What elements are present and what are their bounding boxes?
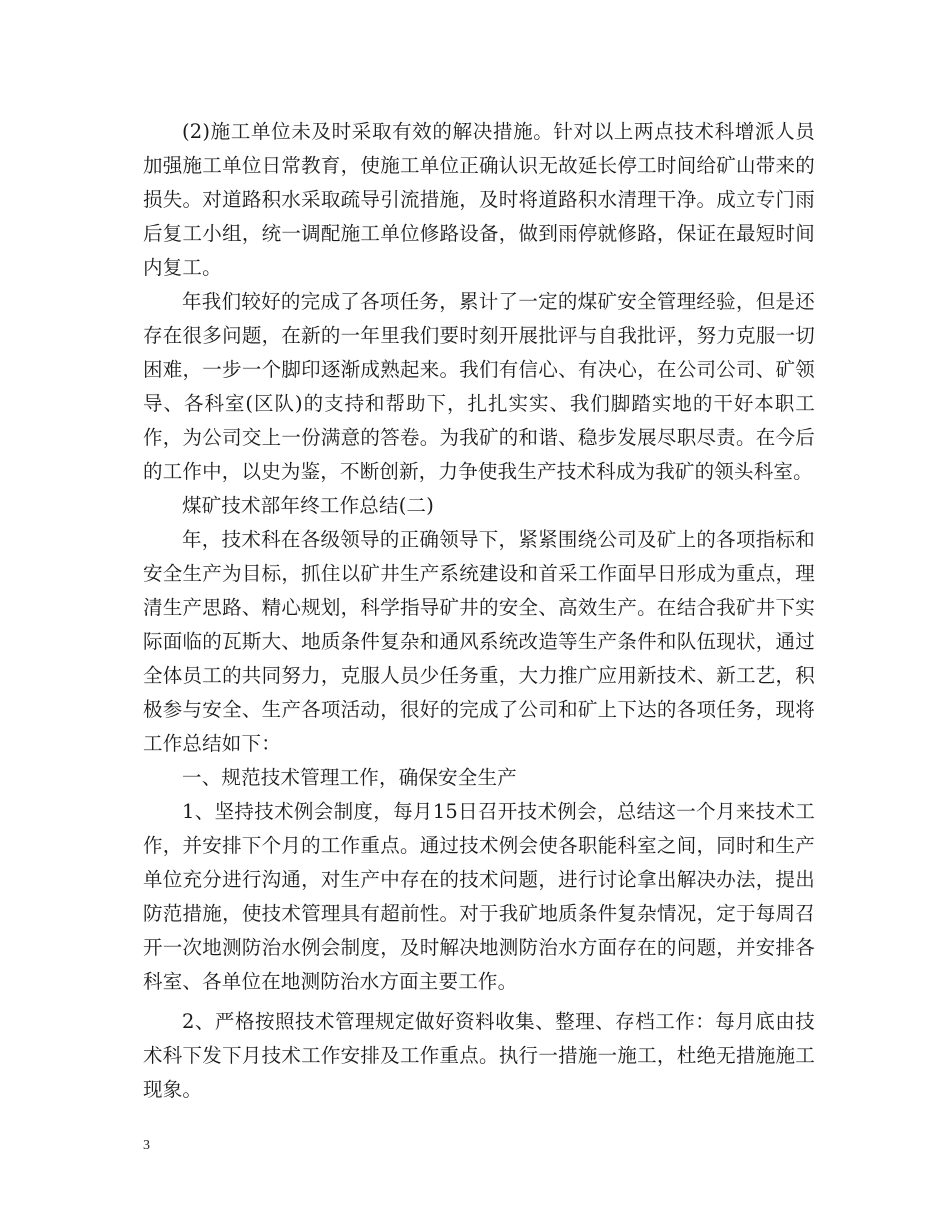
paragraph-intro-two: 年，技术科在各级领导的正确领导下，紧紧围绕公司及矿上的各项指标和安全生产为目标，抓住以矿井生产系统建设和首采工作面早日形成为重点，理清生产思路、精心规划，科学指导矿井的安全、高效生产。在结合我矿井下实际面临的瓦斯大、地质条件复杂和通风系统改造等生产条件和队伍现状，通过全体员工的共同努力，克服人员少任务重，大力推广应用新技术、新工艺，积极参与安全、生产各项活动，很好的完成了公司和矿上下达的各项任务，现将工作总结如下： <box>143 528 815 755</box>
paragraph-item-1: 1、坚持技术例会制度，每月15日召开技术例会，总结这一个月来技术工作，并安排下个月的工作重点。通过技术例会使各职能科室之间，同时和生产单位充分进行沟通，对生产中存在的技术问题，进行讨论拿出解决办法，提出防范措施，使技术管理具有超前性。对于我矿地质条件复杂情况，定于每周召开一次地测防治水例会制度，及时解决地测防治水方面存在的问题，并安排各科室、各单位在地测防治水方面主要工作。 <box>143 800 815 993</box>
paragraph-year-summary: 年我们较好的完成了各项任务，累计了一定的煤矿安全管理经验，但是还存在很多问题，在新的一年里我们要时刻开展批评与自我批评，努力克服一切困难，一步一个脚印逐渐成熟起来。我们有信心、有决心，在公司公司、矿领导、各科室(区队)的支持和帮助下，扎扎实实、我们脚踏实地的干好本职工作，为公司交上一份满意的答卷。为我矿的和谐、稳步发展尽职尽责。在今后的工作中，以史为鉴，不断创新，力争使我生产技术科成为我矿的领头科室。 <box>143 290 815 483</box>
paragraph-rain-delay-measures: (2)施工单位未及时采取有效的解决措施。针对以上两点技术科增派人员加强施工单位日常教育，使施工单位正确认识无故延长停工时间给矿山带来的损失。对道路积水采取疏导引流措施，及时将道路积水清理干净。成立专门雨后复工小组，统一调配施工单位修路设备，做到雨停就修路，保证在最短时间内复工。 <box>143 120 815 279</box>
paragraph-item-2: 2、严格按照技术管理规定做好资料收集、整理、存档工作：每月底由技术科下发下月技术工作安排及工作重点。执行一措施一施工，杜绝无措施施工现象。 <box>143 1010 815 1101</box>
heading-tech-management: 一、规范技术管理工作，确保安全生产 <box>182 766 517 789</box>
document-body <box>143 115 815 1107</box>
page-number: 3 <box>143 1138 150 1153</box>
section-title-summary-two: 煤矿技术部年终工作总结(二) <box>182 494 435 517</box>
